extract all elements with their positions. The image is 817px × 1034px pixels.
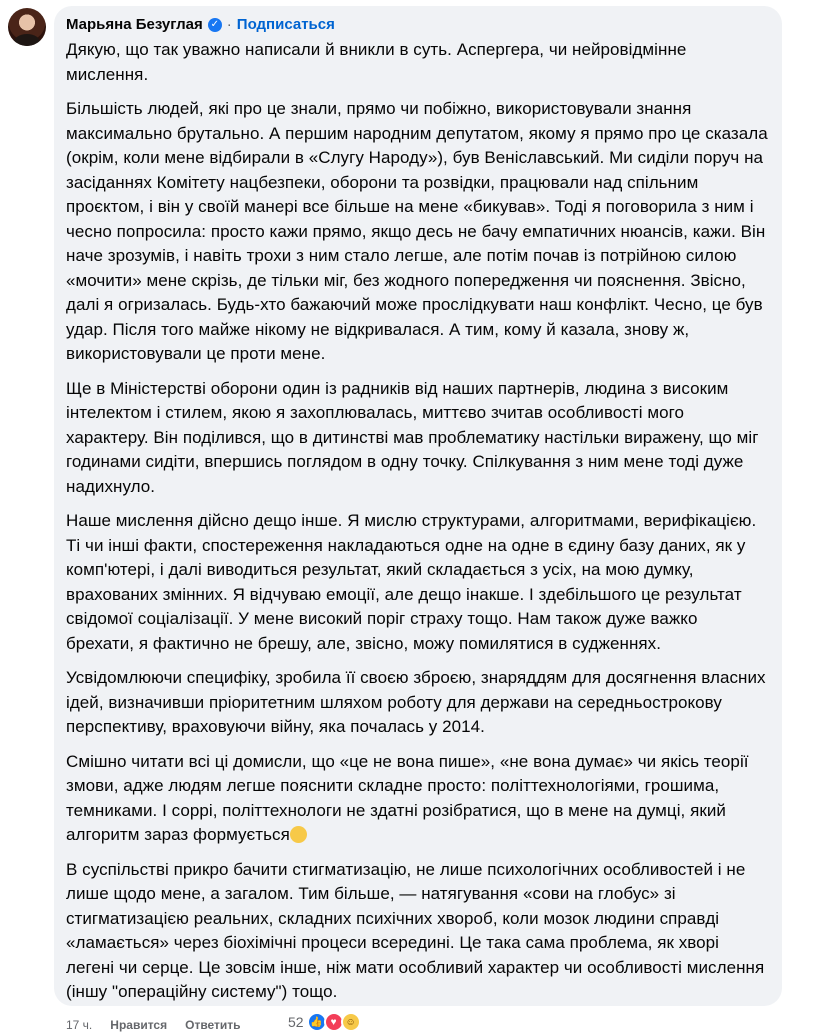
reactions-summary[interactable]	[288, 1012, 361, 1032]
comment-paragraph-text: Смішно читати всі ці домисли, що «це не вона пише», «не вона думає» чи якісь теорії змови, адже людям легше пояснити складне просто: політтехнологіями, грошима, темниками. І соррі, політтехнологи не здатні розібратися, що в мене на думці, який алгоритм зараз формується	[66, 751, 749, 844]
comment-paragraph: Дякую, що так уважно написали й вникли в суть. Аспергера, чи нейровідмінне мислення.	[66, 40, 687, 84]
comment-bubble	[54, 6, 782, 1006]
comment-paragraph: Ще в Міністерстві оборони один із радників від наших партнерів, людина з високим інтелектом і стилем, якою я захоплювалась, миттєво зчитав особливості мого характеру. Він поділився, що в дитинстві мав проблематику настільки виражену, що міг годинами сидіти, впершись поглядом в одну точку. Спілкування з ним мене тоді дуже надихнуло.	[66, 378, 759, 496]
comment-header	[66, 15, 770, 35]
like-reaction-icon: 👍	[307, 1012, 327, 1032]
comment-body	[66, 38, 770, 1005]
haha-reaction-icon: ☺	[341, 1012, 361, 1032]
reaction-count: 52	[288, 1014, 304, 1030]
comment-paragraph: Більшість людей, які про це знали, прямо чи побіжно, використовували знання максимально брутально. А першим народним депутатом, якому я прямо про це сказала (окрім, коли мене відбирали в «Слугу Народу»), був Веніславський. Ми сиділи поруч на засіданнях Комітету нацбезпеки, оборони та розвідки, працювали над спільним проєктом, і він у своїй манері все більше на мене «бикував». Тоді я поговорила з ним і чесно попросила: просто кажи прямо, якщо десь не бачу емпатичних нюансів, кажи. Він наче зрозумів, і навіть трохи з ним стало легше, але потім почав із потрійною силою «мочити» мене скрізь, де тільки міг, без жодного попередження чи пояснення. Звісно, далі я огризалась. Будь-хто бажаючий може прослідкувати наш конфлікт. Чесно, це був удар. Після того майже нікому не відкривалася. А тим, кому й казала, знову ж, використовували це проти мене.	[66, 99, 768, 363]
reply-button[interactable]: Ответить	[185, 1018, 241, 1032]
separator-dot: ·	[226, 16, 232, 33]
grinning-face-emoji-icon	[290, 826, 307, 843]
subscribe-link[interactable]: Подписаться	[236, 16, 335, 33]
comment-actions	[66, 1016, 259, 1034]
comment-paragraph-with-emoji	[66, 750, 770, 848]
comment-paragraph: Усвідомлюючи специфіку, зробила її своєю зброєю, знаряддям для досягнення власних ідей, визначивши пріоритетним шляхом роботу для держави на середньострокову перспективу, враховуючи війну, яка почалась у 2014.	[66, 668, 766, 736]
like-button[interactable]: Нравится	[110, 1018, 168, 1032]
verified-badge-icon: ✓	[208, 18, 222, 32]
comment-paragraph: В суспільстві прикро бачити стигматизацію, не лише психологічних особливостей і не лише щодо мене, а загалом. Тим більше, — натягування «сови на глобус» зі стигматизацією реальних, складних психічних хвороб, коли мозок людини справді «ламається» через біохімічні процеси всередині. Це така сама проблема, як хворі легені чи серце. Це зовсім інше, ніж мати особливий характер чи особливості мислення (іншу "операційну систему") тощо.	[66, 859, 765, 1001]
comment-paragraph: Наше мислення дійсно дещо інше. Я мислю структурами, алгоритмами, верифікацією. Ті чи інші факти, спостереження накладаються одне на одне в єдину базу даних, як у комп'ютері, і далі виводиться результат, який складається з усіх, на мою думку, врахованих змінних. Я відчуваю емоції, але дещо інакше. І здебільшого це результат свідомої соціалізації. У мене високий поріг страху тощо. Нам також дуже важко брехати, я фактично не брешу, але, звісно, можу помилятися в судженнях.	[66, 511, 757, 653]
love-reaction-icon: ♥	[324, 1012, 344, 1032]
author-name[interactable]: Марьяна Безуглая	[66, 16, 203, 33]
comment-timestamp[interactable]: 17 ч.	[66, 1018, 93, 1032]
author-avatar[interactable]	[8, 8, 46, 46]
